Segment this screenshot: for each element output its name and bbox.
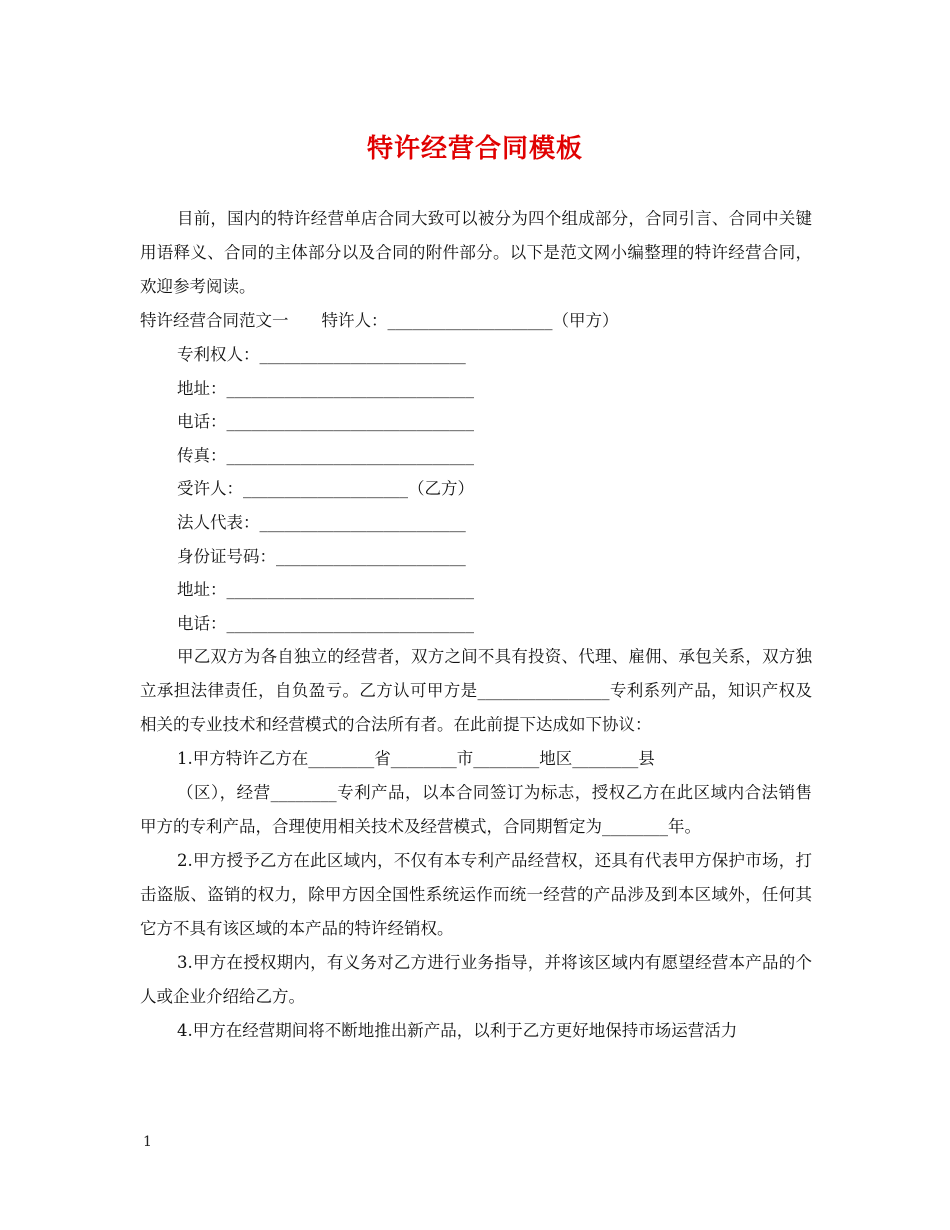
field-legal-rep: 法人代表：_________________________ [177,512,466,532]
clause-2: 2.甲方授予乙方在此区域内，不仅有本专利产品经营权，还具有代表甲方保护市场，打击盗版、盗销的权力，除甲方因全国性系统运作而统一经营的产品涉及到本区域外，任何其它方不具有该区域的本产品的特许经销权。 [140,850,812,938]
field-patent-holder: 专利权人：_________________________ [177,345,466,364]
intro-paragraph: 目前，国内的特许经营单店合同大致可以被分为四个组成部分，合同引言、合同中关键用语释义、合同的主体部分以及合同的附件部分。以下是范文网小编整理的特许经营合同，欢迎参考阅读。 [140,209,812,296]
clause-4: 4.甲方在经营期间将不断地推出新产品，以利于乙方更好地保持市场运营活力 [177,1020,738,1040]
clause-3: 3.甲方在授权期内，有义务对乙方进行业务指导，并将该区域内有愿望经营本产品的个人或企业介绍给乙方。 [140,952,812,1006]
field-address-2: 地址：______________________________ [177,580,474,600]
document-title: 特许经营合同模板 [366,134,583,164]
clause-1-first-line: 1.甲方特许乙方在________省________市________地区________县 [177,749,655,769]
document-body [140,202,812,1048]
field-phone: 电话：______________________________ [177,412,474,432]
field-fax: 传真：______________________________ [177,445,474,465]
field-address: 地址：______________________________ [177,378,474,398]
page-number: 1 [143,1134,152,1150]
field-licensee: 受许人：____________________（乙方） [177,479,474,499]
sample-heading: 特许经营合同范文一 特许人：____________________（甲方） [140,311,619,330]
field-id-number: 身份证号码：_______________________ [177,546,466,566]
agreement-paragraph: 甲乙双方为各自独立的经营者，双方之间不具有投资、代理、雇佣、承包关系，双方独立承担法律责任，自负盈亏。乙方认可甲方是________________专利系列产品，知识产权及相关的专业技术和经营模式的合法所有者。在此前提下达成如下协议： [140,647,812,735]
clause-1-rest: （区），经营________专利产品，以本合同签订为标志，授权乙方在此区域内合法销售甲方的专利产品，合理使用相关技术及经营模式，合同期暂定为________年。 [140,782,812,836]
field-phone-2: 电话：______________________________ [177,613,474,633]
